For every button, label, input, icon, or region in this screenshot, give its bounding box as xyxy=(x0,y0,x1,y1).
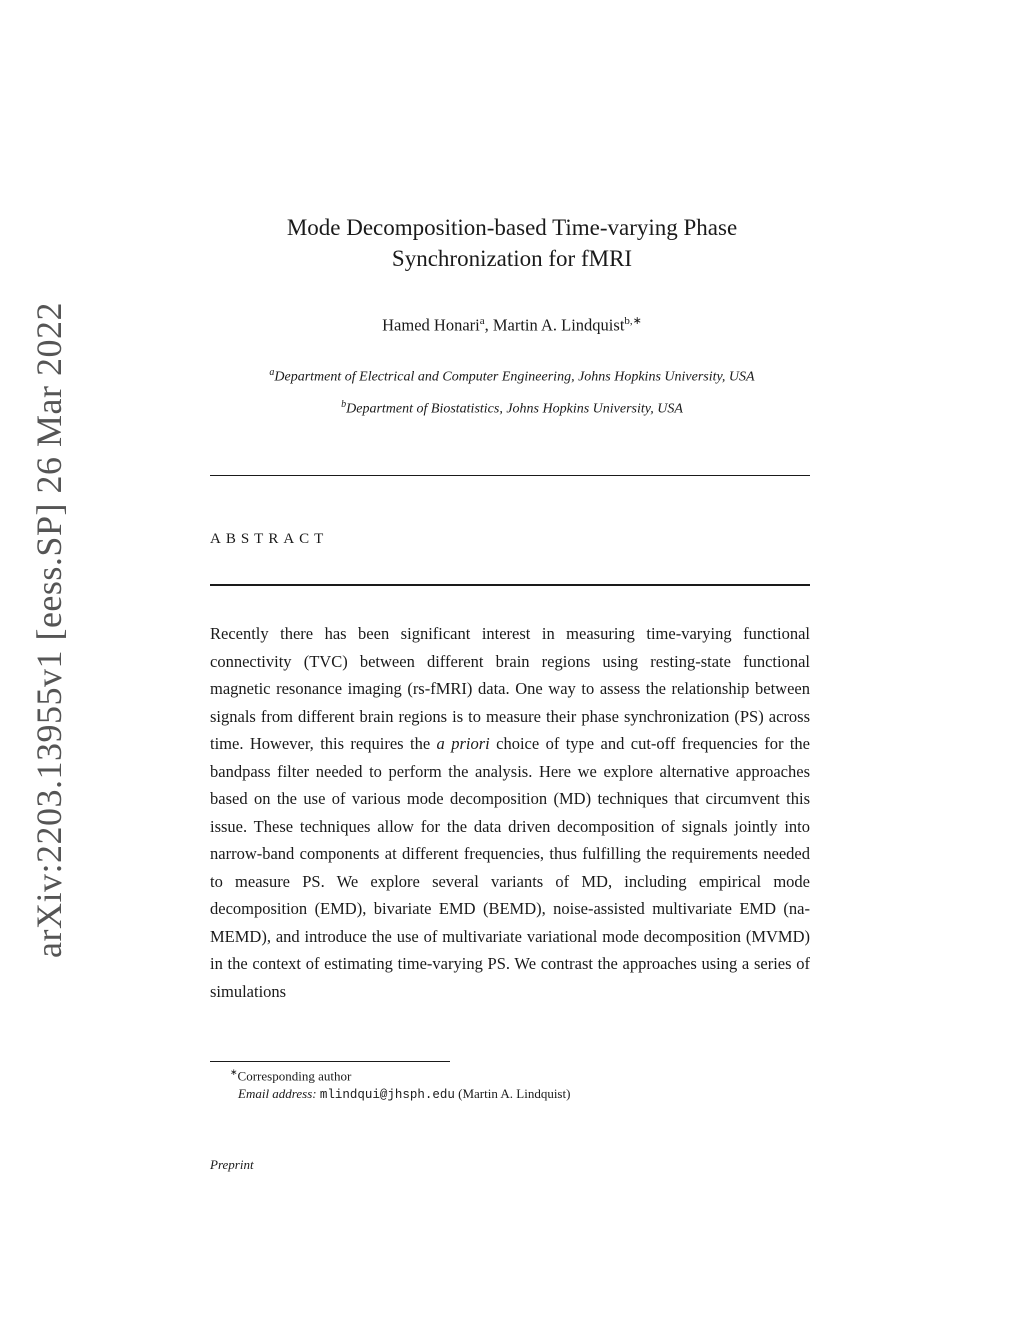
arxiv-identifier-stamp: arXiv:2203.13955v1 [eess.SP] 26 Mar 2022 xyxy=(29,302,69,958)
abstract-heading: ABSTRACT xyxy=(210,531,329,547)
preprint-label: Preprint xyxy=(210,1157,254,1172)
affiliation-b xyxy=(0,399,1024,418)
email-address-link[interactable]: mlindqui@jhsph.edu xyxy=(319,1088,455,1102)
author-list xyxy=(0,314,1024,336)
author-honari: Hamed Honari xyxy=(382,315,480,335)
title-line-1: Mode Decomposition-based Time-varying Phase xyxy=(286,215,738,240)
abstract-top-rule xyxy=(210,475,810,476)
author-honari-affil-marker: a xyxy=(479,315,485,327)
affiliation-b-marker: b xyxy=(341,399,347,410)
affiliation-a-marker: a xyxy=(269,367,275,378)
footnote-rule xyxy=(210,1061,450,1062)
author-lindquist-affil-marker: b,∗ xyxy=(624,315,642,327)
author-separator: , xyxy=(484,315,493,335)
author-lindquist: Martin A. Lindquist xyxy=(492,315,625,335)
email-owner: (Martin A. Lindquist) xyxy=(458,1086,571,1101)
affiliation-b-text: Department of Biostatistics, Johns Hopkins University, USA xyxy=(346,401,683,417)
affiliation-a xyxy=(0,367,1024,386)
footnote-marker: ∗ xyxy=(230,1067,238,1077)
abstract-text-part-1: Recently there has been significant interest in measuring time-varying functional connectivity (TVC) between different brain regions using resting-state functional magnetic resonance imaging (rs-fMRI) data. One way to assess the relationship between signals from different brain regions is to measure their phase synchronization (PS) across time. However, this requires the xyxy=(210,624,810,753)
title-line-2: Synchronization for fMRI xyxy=(391,246,633,271)
footnote-corresponding-text: Corresponding author xyxy=(237,1068,352,1084)
affiliation-a-text: Department of Electrical and Computer Engineering, Johns Hopkins University, USA xyxy=(274,369,755,385)
footnote-corresponding xyxy=(230,1067,351,1084)
footnote-email xyxy=(238,1086,570,1102)
abstract-text xyxy=(210,620,810,1005)
abstract-text-italic: a priori xyxy=(436,734,490,753)
abstract-text-part-2: choice of type and cut-off frequencies for the bandpass filter needed to perform the analysis. Here we explore alternative approaches based on the use of various mode decomposition (MD) techniques that circumvent this issue. These techniques allow for the data driven decomposition of signals jointly into narrow-band components at different frequencies, thus fulfilling the requirements needed to measure PS. We explore several variants of MD, including empirical mode decomposition (EMD), bivariate EMD (BEMD), noise-assisted multivariate EMD (na-MEMD), and introduce the use of multivariate variational mode decomposition (MVMD) in the context of estimating time-varying PS. We contrast the approaches using a series of simulations xyxy=(210,734,811,1001)
paper-title xyxy=(0,212,1024,274)
abstract-bottom-rule xyxy=(210,584,810,586)
email-label: Email address: xyxy=(238,1086,317,1101)
